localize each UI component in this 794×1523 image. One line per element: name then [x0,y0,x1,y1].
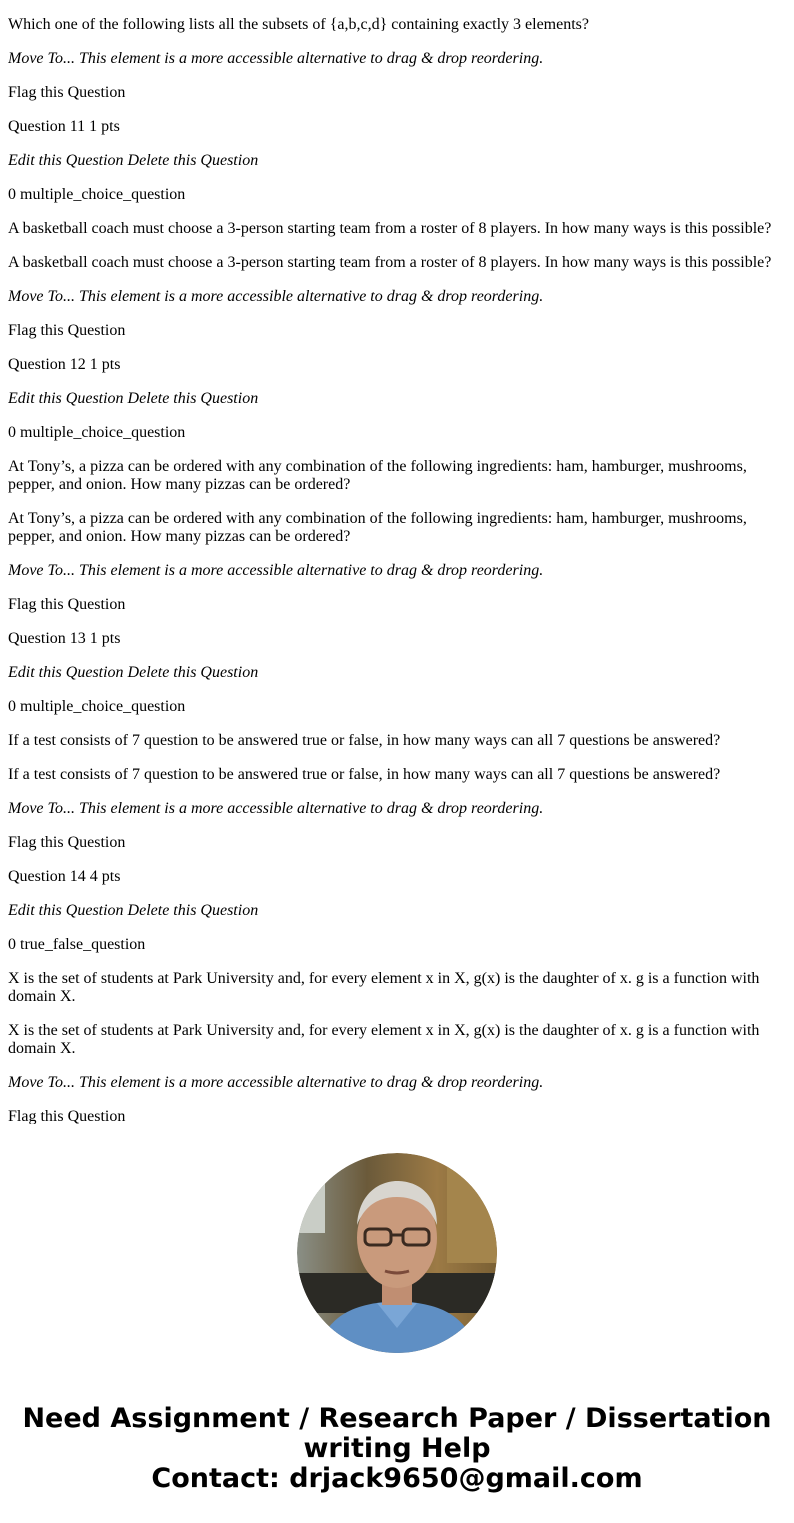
question-text: If a test consists of 7 question to be answered true or false, in how many ways can all 7 questions be answered? [8,766,721,783]
question-type-text: 0 multiple_choice_question [8,698,186,715]
question-type-text: 0 multiple_choice_question [8,186,186,203]
question-type-text: 0 multiple_choice_question [8,424,186,441]
edit-delete-text[interactable]: Edit this Question Delete this Question [8,664,259,681]
move-to-text[interactable]: Move To... This element is a more accessible alternative to drag & drop reordering. [8,288,544,305]
flag-question-text[interactable]: Flag this Question [8,84,126,101]
move-to-text[interactable]: Move To... This element is a more accessible alternative to drag & drop reordering. [8,50,544,67]
question-text: At Tony’s, a pizza can be ordered with any combination of the following ingredients: ham, hamburger, mushrooms, pepper, and onion. How many pizzas can be ordered? [8,458,747,493]
question-text: X is the set of students at Park University and, for every element x in X, g(x) is the daughter of x. g is a function with domain X. [8,1022,760,1057]
footer-line: writing Help [303,1433,491,1464]
question-text: X is the set of students at Park University and, for every element x in X, g(x) is the daughter of x. g is a function with domain X. [8,970,760,1005]
edit-delete-text[interactable]: Edit this Question Delete this Question [8,390,259,407]
contact-footer [0,1404,794,1494]
question-header: Question 14 4 pts [8,868,121,885]
question-text-content [8,0,784,1124]
edit-delete-text[interactable]: Edit this Question Delete this Question [8,902,259,919]
question-text: A basketball coach must choose a 3-person starting team from a roster of 8 players. In how many ways is this possible? [8,220,772,237]
flag-question-text[interactable]: Flag this Question [8,596,126,613]
footer-line: Need Assignment / Research Paper / Dissertation [22,1403,772,1434]
contact-email: Contact: drjack9650@gmail.com [151,1463,643,1494]
question-type-text: 0 true_false_question [8,936,146,953]
edit-delete-text[interactable]: Edit this Question Delete this Question [8,152,259,169]
question-header: Question 12 1 pts [8,356,121,373]
question-header: Question 13 1 pts [8,630,121,647]
text-line: Which one of the following lists all the subsets of {a,b,c,d} containing exactly 3 elements? [8,16,589,33]
move-to-text[interactable]: Move To... This element is a more accessible alternative to drag & drop reordering. [8,1074,544,1091]
flag-question-text[interactable]: Flag this Question [8,834,126,851]
move-to-text[interactable]: Move To... This element is a more accessible alternative to drag & drop reordering. [8,562,544,579]
question-text: If a test consists of 7 question to be answered true or false, in how many ways can all 7 questions be answered? [8,732,721,749]
flag-question-text[interactable]: Flag this Question [8,322,126,339]
question-text: At Tony’s, a pizza can be ordered with any combination of the following ingredients: ham, hamburger, mushrooms, pepper, and onion. How many pizzas can be ordered? [8,510,747,545]
avatar [297,1153,497,1353]
person-portrait-icon [297,1153,497,1353]
flag-question-text[interactable]: Flag this Question [8,1108,126,1124]
question-header: Question 11 1 pts [8,118,120,135]
question-text: A basketball coach must choose a 3-person starting team from a roster of 8 players. In how many ways is this possible? [8,254,772,271]
move-to-text[interactable]: Move To... This element is a more accessible alternative to drag & drop reordering. [8,800,544,817]
